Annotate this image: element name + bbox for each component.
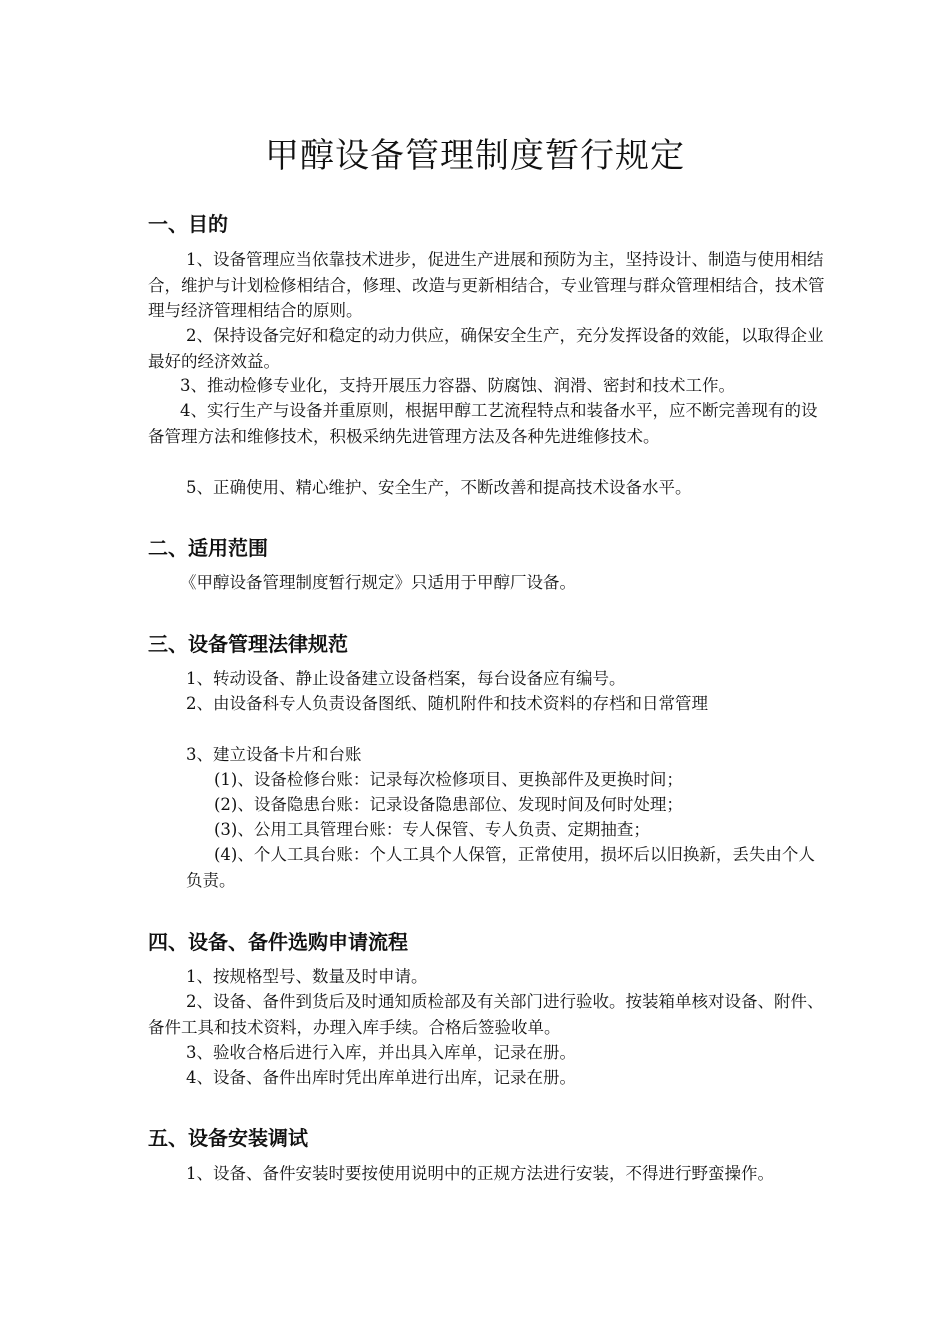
section-heading-installation: 五、设备安装调试 — [148, 1126, 308, 1150]
document-title: 甲醇设备管理制度暂行规定 — [265, 136, 685, 176]
paragraph: 3、验收合格后进行入库，并出具入库单，记录在册。 — [186, 1043, 576, 1062]
paragraph: 3、推动检修专业化，支持开展压力容器、防腐蚀、润滑、密封和技术工作。 — [180, 376, 735, 395]
paragraph: 1、按规格型号、数量及时申请。 — [186, 967, 428, 986]
section-heading-procurement: 四、设备、备件选购申请流程 — [148, 930, 408, 954]
sub-item: (4)、个人工具台账：个人工具个人保管，正常使用，损坏后以旧换新，丢失由个人负责。 — [186, 845, 815, 890]
paragraph: 《甲醇设备管理制度暂行规定》只适用于甲醇厂设备。 — [180, 573, 576, 592]
sub-item: (1)、设备检修台账：记录每次检修项目、更换部件及更换时间； — [214, 770, 683, 789]
paragraph: 4、实行生产与设备并重原则，根据甲醇工艺流程特点和装备水平，应不断完善现有的设备管理方法和维修技术，积极采纳先进管理方法及各种先进维修技术。 — [148, 401, 818, 446]
paragraph: 3、建立设备卡片和台账 — [186, 745, 362, 764]
paragraph: 1、设备管理应当依靠技术进步，促进生产进展和预防为主，坚持设计、制造与使用相结合，维护与计划检修相结合，修理、改造与更新相结合，专业管理与群众管理相结合，技术管理与经济管理相结合的原则。 — [148, 250, 825, 320]
paragraph: 4、设备、备件出库时凭出库单进行出库，记录在册。 — [186, 1068, 576, 1087]
section-heading-scope: 二、适用范围 — [148, 536, 268, 560]
sub-item: (2)、设备隐患台账：记录设备隐患部位、发现时间及何时处理； — [214, 795, 683, 814]
section-heading-regulations: 三、设备管理法律规范 — [148, 632, 348, 656]
paragraph: 2、由设备科专人负责设备图纸、随机附件和技术资料的存档和日常管理 — [186, 694, 708, 713]
paragraph: 2、设备、备件到货后及时通知质检部及有关部门进行验收。按装箱单核对设备、附件、备件工具和技术资料，办理入库手续。合格后签验收单。 — [148, 992, 824, 1037]
paragraph: 1、转动设备、静止设备建立设备档案，每台设备应有编号。 — [186, 669, 626, 688]
sub-item: (3)、公用工具管理台账：专人保管、专人负责、定期抽查； — [214, 820, 650, 839]
section-heading-purpose: 一、目的 — [148, 212, 228, 236]
paragraph: 1、设备、备件安装时要按使用说明中的正规方法进行安装，不得进行野蛮操作。 — [186, 1164, 774, 1183]
paragraph: 2、保持设备完好和稳定的动力供应，确保安全生产，充分发挥设备的效能，以取得企业最好的经济效益。 — [148, 326, 824, 371]
paragraph: 5、正确使用、精心维护、安全生产，不断改善和提高技术设备水平。 — [186, 478, 692, 497]
